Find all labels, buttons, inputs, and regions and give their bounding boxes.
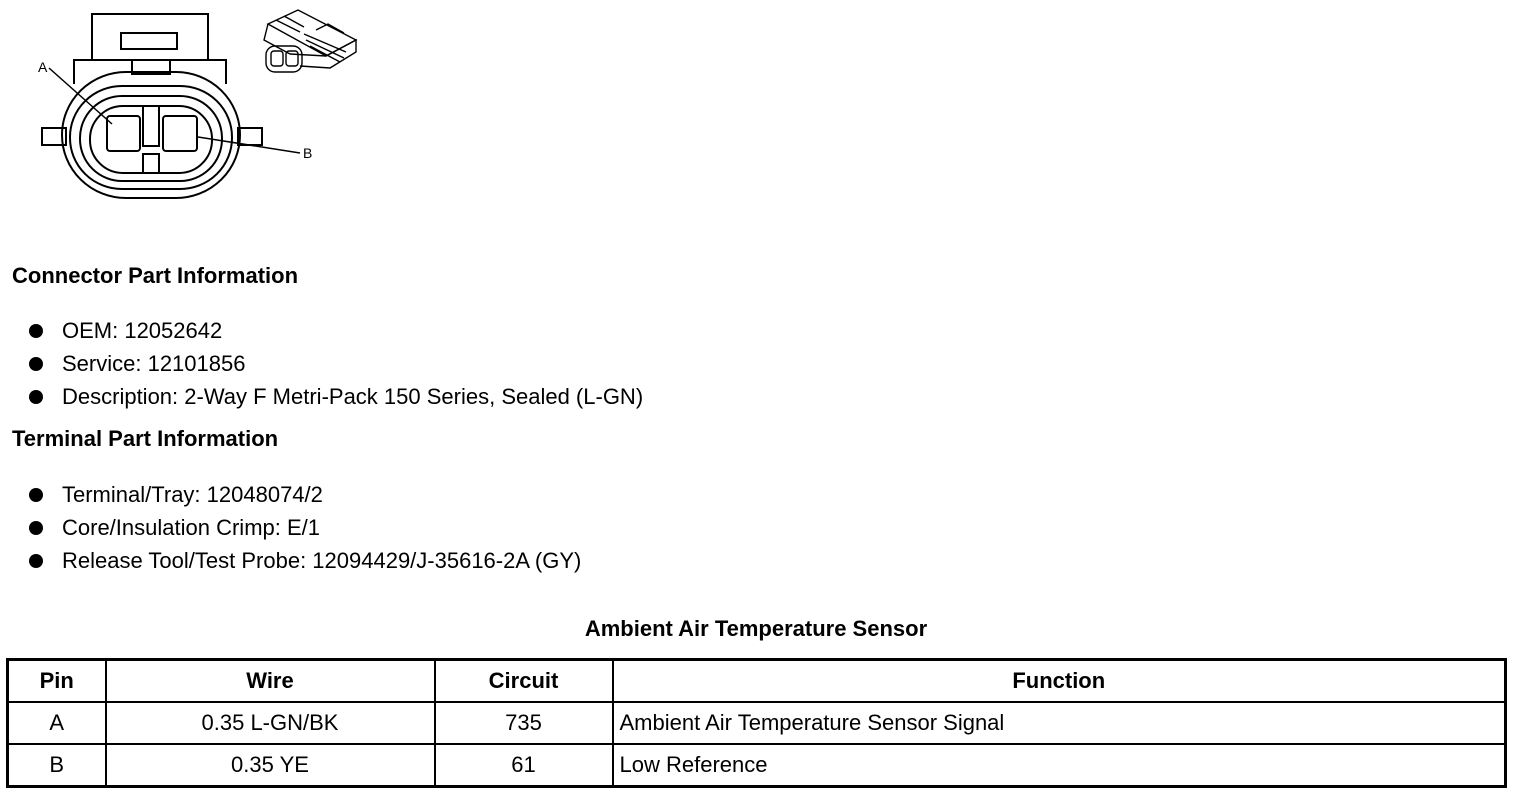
function-column-header: Function bbox=[613, 660, 1506, 703]
list-item bbox=[0, 380, 643, 413]
connector-description: Description: 2-Way F Metri-Pack 150 Series, Sealed (L-GN) bbox=[62, 384, 644, 409]
bullet-icon bbox=[29, 488, 43, 502]
list-item bbox=[0, 347, 643, 380]
table-row bbox=[8, 744, 1506, 787]
terminal-part-info-heading: Terminal Part Information bbox=[12, 426, 279, 451]
list-item bbox=[0, 314, 643, 347]
table-header-row bbox=[8, 660, 1506, 703]
connector-right-ear bbox=[238, 128, 262, 145]
bullet-icon bbox=[29, 324, 43, 338]
list-item bbox=[0, 478, 581, 511]
pin-b-leader bbox=[198, 137, 300, 153]
pin-table-title: Ambient Air Temperature Sensor bbox=[584, 616, 928, 641]
terminal-cavity-a bbox=[107, 116, 140, 151]
service-part-number: Service: 12101856 bbox=[62, 351, 246, 376]
connector-part-info-heading: Connector Part Information bbox=[12, 263, 299, 288]
connector-bottom-key bbox=[143, 154, 159, 173]
connector-part-info-list bbox=[0, 314, 643, 413]
circuit-column-header: Circuit bbox=[435, 660, 613, 703]
terminal-cavity-b bbox=[163, 116, 197, 151]
release-tool-test-probe: Release Tool/Test Probe: 12094429/J-35616-2A (GY) bbox=[62, 548, 582, 573]
function-cell: Low Reference bbox=[613, 744, 1506, 787]
connector-top-housing bbox=[92, 14, 208, 60]
connector-face-diagram bbox=[0, 0, 380, 215]
connector-top-key bbox=[143, 106, 159, 146]
wire-column-header: Wire bbox=[106, 660, 435, 703]
pin-a-label: A bbox=[38, 59, 48, 75]
connector-inner-ring bbox=[80, 96, 222, 181]
pin-cell: A bbox=[8, 702, 106, 744]
core-insulation-crimp: Core/Insulation Crimp: E/1 bbox=[62, 515, 320, 540]
table-row bbox=[8, 702, 1506, 744]
bullet-icon bbox=[29, 554, 43, 568]
function-cell: Ambient Air Temperature Sensor Signal bbox=[613, 702, 1506, 744]
connector-lock-window bbox=[121, 33, 177, 49]
bullet-icon bbox=[29, 521, 43, 535]
pin-cell: B bbox=[8, 744, 106, 787]
connector-outer-shell bbox=[62, 72, 240, 198]
bullet-icon bbox=[29, 357, 43, 371]
terminal-tray-number: Terminal/Tray: 12048074/2 bbox=[62, 482, 323, 507]
wire-cell: 0.35 YE bbox=[106, 744, 435, 787]
connector-perspective-icon bbox=[264, 10, 356, 72]
terminal-part-info-list bbox=[0, 478, 581, 577]
list-item bbox=[0, 511, 581, 544]
list-item bbox=[0, 544, 581, 577]
circuit-cell: 735 bbox=[435, 702, 613, 744]
pin-table bbox=[6, 658, 1507, 788]
pin-column-header: Pin bbox=[8, 660, 106, 703]
pin-b-label: B bbox=[303, 145, 313, 161]
oem-part-number: OEM: 12052642 bbox=[62, 318, 223, 343]
bullet-icon bbox=[29, 390, 43, 404]
circuit-cell: 61 bbox=[435, 744, 613, 787]
wire-cell: 0.35 L-GN/BK bbox=[106, 702, 435, 744]
